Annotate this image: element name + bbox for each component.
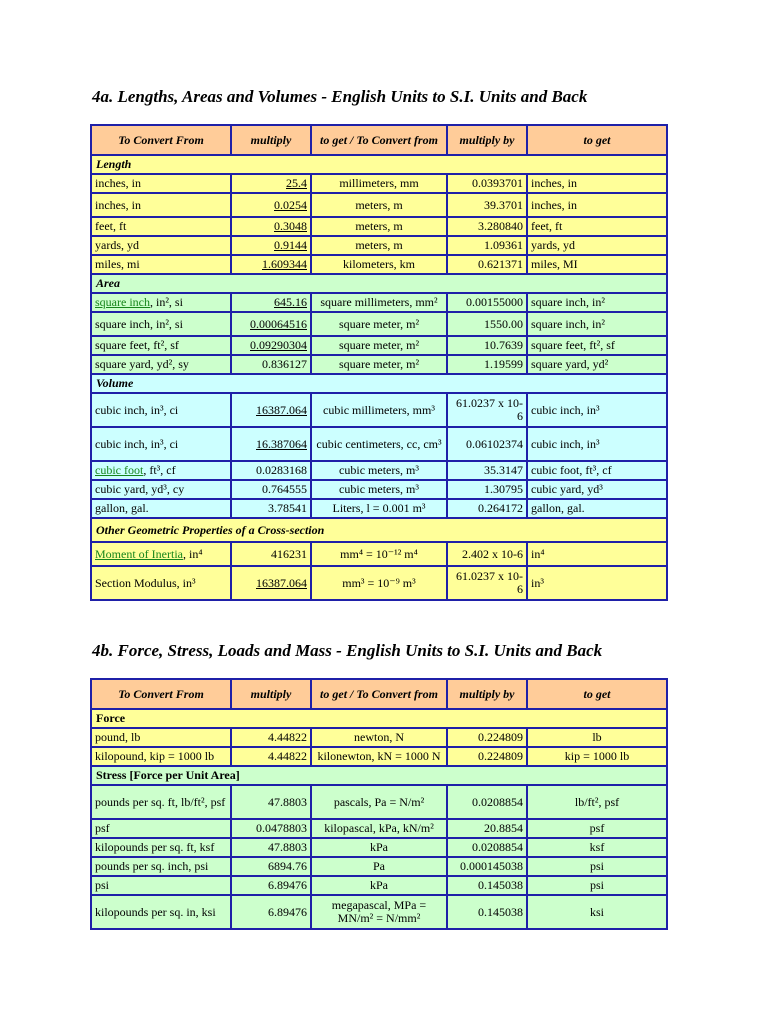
multiplier: 4.44822	[231, 747, 311, 766]
reverse-target-unit: ksf	[527, 838, 667, 857]
header-convert-from: To Convert From	[91, 679, 231, 709]
reverse-target-unit: in³	[527, 566, 667, 600]
reverse-multiplier: 1.30795	[447, 480, 527, 499]
section-row-area	[91, 274, 667, 293]
table-row	[91, 236, 667, 255]
target-unit: kPa	[311, 876, 447, 895]
reverse-target-unit: square yard, yd²	[527, 355, 667, 374]
section-row-force	[91, 709, 667, 728]
multiplier[interactable]: 0.00064516	[231, 312, 311, 336]
table-header-row	[91, 125, 667, 155]
target-unit: Liters, l = 0.001 m³	[311, 499, 447, 518]
header-to-get-convert-from: to get / To Convert from	[311, 679, 447, 709]
reverse-target-unit: in⁴	[527, 542, 667, 566]
reverse-target-unit: inches, in	[527, 174, 667, 193]
reverse-target-unit: psi	[527, 857, 667, 876]
target-unit: square meter, m²	[311, 336, 447, 355]
target-unit: megapascal, MPa = MN/m² = N/mm²	[311, 895, 447, 929]
from-unit: cubic inch, in³, ci	[91, 427, 231, 461]
multiplier: 47.8803	[231, 785, 311, 819]
reverse-multiplier: 0.000145038	[447, 857, 527, 876]
reverse-target-unit: gallon, gal.	[527, 499, 667, 518]
table-row	[91, 255, 667, 274]
section-label: Volume	[91, 374, 667, 393]
multiplier: 6.89476	[231, 876, 311, 895]
multiplier: 6.89476	[231, 895, 311, 929]
reverse-target-unit: lb/ft², psf	[527, 785, 667, 819]
cubic-foot-link[interactable]: cubic foot	[95, 463, 144, 477]
reverse-multiplier: 39.3701	[447, 193, 527, 217]
from-unit: yards, yd	[91, 236, 231, 255]
from-unit: kilopounds per sq. ft, ksf	[91, 838, 231, 857]
header-multiply: multiply	[231, 125, 311, 155]
moment-of-inertia-link[interactable]: Moment of Inertia	[95, 546, 183, 561]
reverse-multiplier: 61.0237 x 10-6	[447, 393, 527, 427]
multiplier: 0.0478803	[231, 819, 311, 838]
reverse-target-unit: square feet, ft², sf	[527, 336, 667, 355]
table-row	[91, 193, 667, 217]
table-row	[91, 819, 667, 838]
target-unit: square millimeters, mm²	[311, 293, 447, 312]
table-row	[91, 499, 667, 518]
multiplier[interactable]: 0.09290304	[231, 336, 311, 355]
reverse-multiplier: 0.224809	[447, 747, 527, 766]
section-a-title: 4a. Lengths, Areas and Volumes - English Units to S.I. Units and Back	[92, 87, 588, 106]
reverse-multiplier: 2.402 x 10-6	[447, 542, 527, 566]
from-unit: cubic inch, in³, ci	[91, 393, 231, 427]
reverse-target-unit: inches, in	[527, 193, 667, 217]
from-unit: Section Modulus, in³	[91, 566, 231, 600]
table-header-row	[91, 679, 667, 709]
table-row	[91, 217, 667, 236]
target-unit: square meter, m²	[311, 355, 447, 374]
conversion-table-b	[90, 678, 668, 930]
target-unit: meters, m	[311, 217, 447, 236]
section-row-geometric	[91, 518, 667, 542]
table-row	[91, 427, 667, 461]
multiplier: 416231	[231, 542, 311, 566]
from-unit: miles, mi	[91, 255, 231, 274]
from-unit: kilopounds per sq. in, ksi	[91, 895, 231, 929]
target-unit: newton, N	[311, 728, 447, 747]
square-inch-link[interactable]: square inch	[95, 295, 150, 309]
table-row	[91, 312, 667, 336]
reverse-multiplier: 0.0208854	[447, 785, 527, 819]
target-unit: cubic meters, m³	[311, 461, 447, 480]
target-unit: kilonewton, kN = 1000 N	[311, 747, 447, 766]
from-unit: feet, ft	[91, 217, 231, 236]
table-row	[91, 336, 667, 355]
table-row	[91, 293, 667, 312]
table-row	[91, 895, 667, 929]
header-multiply-by: multiply by	[447, 125, 527, 155]
from-unit: psi	[91, 876, 231, 895]
table-row	[91, 393, 667, 427]
from-unit: pound, lb	[91, 728, 231, 747]
reverse-target-unit: yards, yd	[527, 236, 667, 255]
from-unit: kilopound, kip = 1000 lb	[91, 747, 231, 766]
reverse-multiplier: 0.00155000	[447, 293, 527, 312]
table-row	[91, 876, 667, 895]
reverse-target-unit: psf	[527, 819, 667, 838]
multiplier[interactable]: 16.387064	[231, 427, 311, 461]
header-convert-from: To Convert From	[91, 125, 231, 155]
from-unit: cubic yard, yd³, cy	[91, 480, 231, 499]
reverse-target-unit: cubic inch, in³	[527, 393, 667, 427]
from-unit: gallon, gal.	[91, 499, 231, 518]
from-unit: square inch, in², si	[91, 312, 231, 336]
reverse-target-unit: cubic foot, ft³, cf	[527, 461, 667, 480]
section-label: Length	[91, 155, 667, 174]
target-unit: pascals, Pa = N/m²	[311, 785, 447, 819]
from-unit: inches, in	[91, 174, 231, 193]
section-label: Other Geometric Properties of a Cross-section	[91, 518, 667, 542]
multiplier: 4.44822	[231, 728, 311, 747]
multiplier[interactable]: 645.16	[231, 293, 311, 312]
multiplier: 0.764555	[231, 480, 311, 499]
multiplier: 3.78541	[231, 499, 311, 518]
section-label: Stress [Force per Unit Area]	[91, 766, 667, 785]
section-label: Area	[91, 274, 667, 293]
header-to-get-convert-from: to get / To Convert from	[311, 125, 447, 155]
header-to-get: to get	[527, 679, 667, 709]
from-unit-suffix: , in⁴	[182, 546, 203, 561]
target-unit: meters, m	[311, 193, 447, 217]
target-unit: mm³ = 10⁻⁹ m³	[311, 566, 447, 600]
from-unit-suffix: , ft³, cf	[143, 463, 176, 477]
multiplier: 0.0283168	[231, 461, 311, 480]
table-row	[91, 857, 667, 876]
reverse-target-unit: kip = 1000 lb	[527, 747, 667, 766]
table-row	[91, 785, 667, 819]
reverse-target-unit: cubic inch, in³	[527, 427, 667, 461]
table-row	[91, 747, 667, 766]
reverse-multiplier: 10.7639	[447, 336, 527, 355]
target-unit: kPa	[311, 838, 447, 857]
multiplier[interactable]: 0.3048	[231, 217, 311, 236]
reverse-multiplier: 1550.00	[447, 312, 527, 336]
multiplier[interactable]: 16387.064	[231, 393, 311, 427]
multiplier[interactable]: 25.4	[231, 174, 311, 193]
reverse-multiplier: 0.264172	[447, 499, 527, 518]
section-row-volume	[91, 374, 667, 393]
from-unit	[91, 461, 231, 480]
from-unit: pounds per sq. ft, lb/ft², psf	[91, 785, 231, 819]
reverse-target-unit: feet, ft	[527, 217, 667, 236]
conversion-table-a	[90, 124, 668, 601]
section-b-title: 4b. Force, Stress, Loads and Mass - English Units to S.I. Units and Back	[92, 641, 603, 660]
target-unit: cubic meters, m³	[311, 480, 447, 499]
reverse-target-unit: psi	[527, 876, 667, 895]
table-row	[91, 542, 667, 566]
reverse-multiplier: 0.621371	[447, 255, 527, 274]
table-row	[91, 838, 667, 857]
section-row-stress	[91, 766, 667, 785]
target-unit: mm⁴ = 10⁻¹² m⁴	[311, 542, 447, 566]
target-unit: square meter, m²	[311, 312, 447, 336]
multiplier: 0.836127	[231, 355, 311, 374]
reverse-target-unit: miles, MI	[527, 255, 667, 274]
table-row	[91, 355, 667, 374]
reverse-multiplier: 0.145038	[447, 876, 527, 895]
multiplier[interactable]: 16387.064	[231, 566, 311, 600]
reverse-multiplier: 3.280840	[447, 217, 527, 236]
section-label: Force	[91, 709, 667, 728]
reverse-target-unit: cubic yard, yd³	[527, 480, 667, 499]
target-unit: kilopascal, kPa, kN/m²	[311, 819, 447, 838]
from-unit	[91, 542, 231, 566]
reverse-target-unit: square inch, in²	[527, 293, 667, 312]
from-unit: square yard, yd², sy	[91, 355, 231, 374]
from-unit-suffix: , in², si	[149, 295, 183, 309]
target-unit: millimeters, mm	[311, 174, 447, 193]
multiplier: 47.8803	[231, 838, 311, 857]
from-unit	[91, 293, 231, 312]
target-unit: Pa	[311, 857, 447, 876]
header-to-get: to get	[527, 125, 667, 155]
reverse-multiplier: 35.3147	[447, 461, 527, 480]
target-unit: kilometers, km	[311, 255, 447, 274]
from-unit: psf	[91, 819, 231, 838]
multiplier: 6894.76	[231, 857, 311, 876]
reverse-multiplier: 1.19599	[447, 355, 527, 374]
reverse-multiplier: 0.0393701	[447, 174, 527, 193]
multiplier[interactable]: 1.609344	[231, 255, 311, 274]
table-row	[91, 461, 667, 480]
reverse-multiplier: 0.06102374	[447, 427, 527, 461]
target-unit: meters, m	[311, 236, 447, 255]
reverse-multiplier: 1.09361	[447, 236, 527, 255]
multiplier[interactable]: 0.0254	[231, 193, 311, 217]
reverse-target-unit: lb	[527, 728, 667, 747]
reverse-multiplier: 0.224809	[447, 728, 527, 747]
from-unit: square feet, ft², sf	[91, 336, 231, 355]
target-unit: cubic millimeters, mm³	[311, 393, 447, 427]
header-multiply-by: multiply by	[447, 679, 527, 709]
multiplier[interactable]: 0.9144	[231, 236, 311, 255]
section-row-length	[91, 155, 667, 174]
target-unit: cubic centimeters, cc, cm³	[311, 427, 447, 461]
header-multiply: multiply	[231, 679, 311, 709]
table-row	[91, 728, 667, 747]
table-row	[91, 566, 667, 600]
table-row	[91, 174, 667, 193]
from-unit: inches, in	[91, 193, 231, 217]
from-unit: pounds per sq. inch, psi	[91, 857, 231, 876]
reverse-target-unit: square inch, in²	[527, 312, 667, 336]
reverse-multiplier: 0.0208854	[447, 838, 527, 857]
reverse-target-unit: ksi	[527, 895, 667, 929]
reverse-multiplier: 61.0237 x 10-6	[447, 566, 527, 600]
reverse-multiplier: 0.145038	[447, 895, 527, 929]
reverse-multiplier: 20.8854	[447, 819, 527, 838]
table-row	[91, 480, 667, 499]
